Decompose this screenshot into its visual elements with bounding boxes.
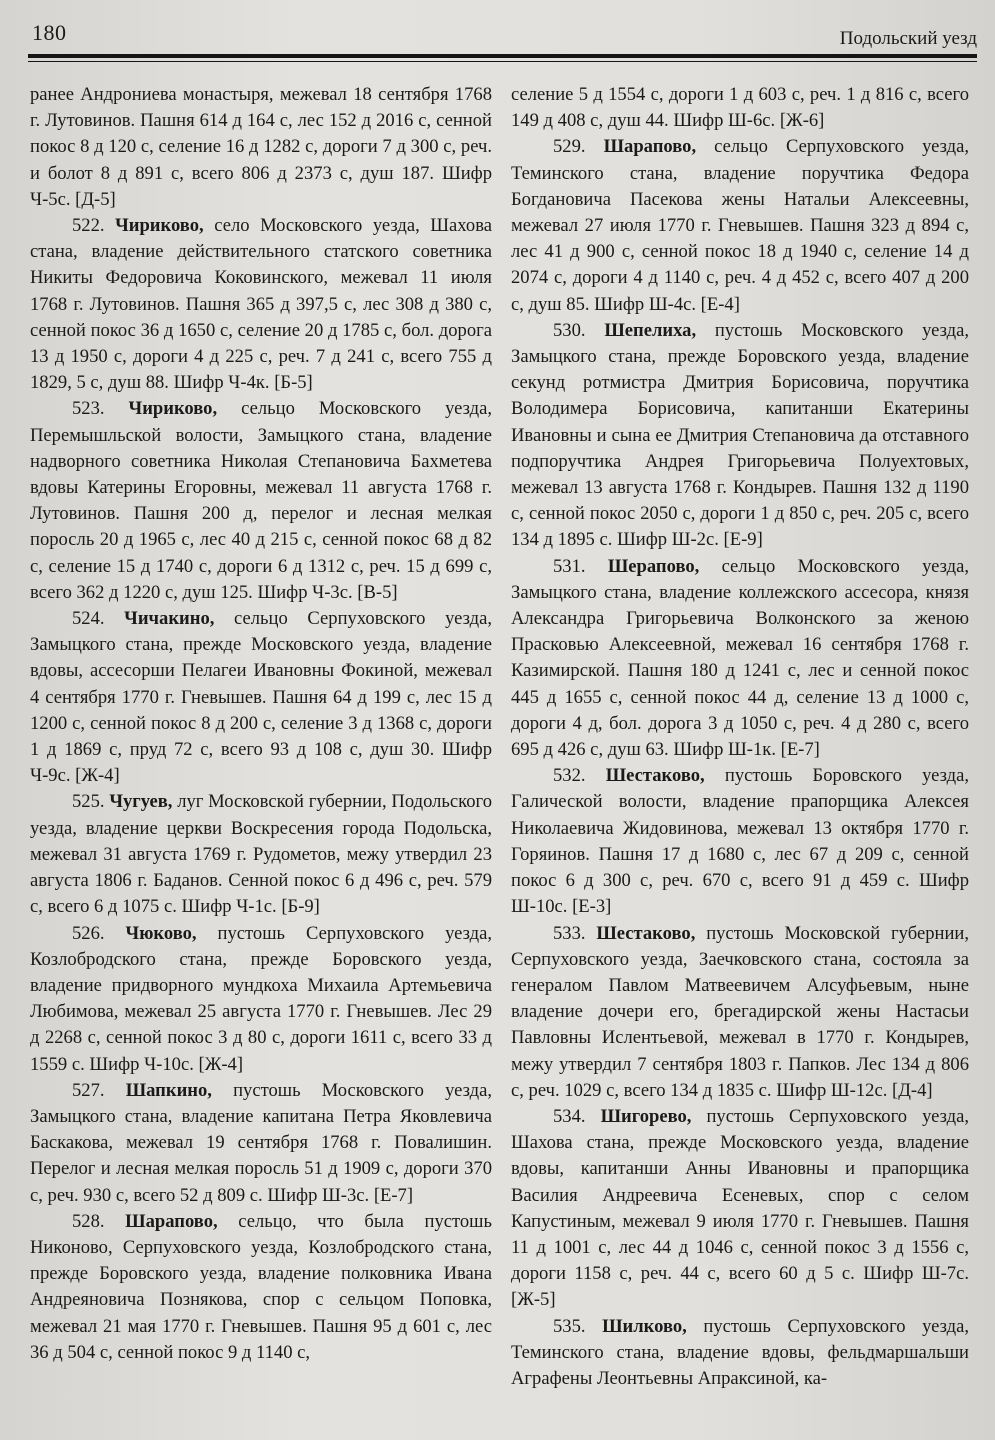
entry-text: ранее Андрониева монастыря, межевал 18 сентября 1768 г. Лутовинов. Пашня 614 д 164 с, лес 152 д 2016 с, сенной покос 8 д 120 с, селение 16 д 1282 с, дороги 7 д 300 с, реч. и болот 8 д 891 с, всего 806 д 2373 с, душ 187. Шифр Ч-5с. [Д-5] xyxy=(30,84,492,210)
entry-text: луг Московской губернии, Подольского уезда, владение церкви Воскресения города Подольска, межевал 31 августа 1769 г. Рудометов, межу утвердил 23 августа 1806 г. Баданов. Сенной покос 6 д 496 с, реч. 579 с, всего 6 д 1075 с. Шифр Ч-1с. [Б-9] xyxy=(30,791,492,918)
entry-paragraph xyxy=(511,921,969,1104)
entry-name: Чугуев, xyxy=(109,791,173,813)
page-header xyxy=(30,18,977,58)
entry-name: Шилково, xyxy=(602,1315,687,1337)
entry-name: Шестаково, xyxy=(596,922,696,944)
entry-number: 535. xyxy=(553,1315,586,1337)
entry-paragraph xyxy=(30,606,492,789)
entry-name: Чириково, xyxy=(115,215,204,237)
entry-number: 526. xyxy=(72,922,105,944)
entry-text: пустошь Серпуховского уезда, Теминского стана, владение вдовы, фельдмаршальши Аграфены Леонтьевны Апраксиной, ка- xyxy=(511,1315,969,1389)
entry-text: сельцо Серпуховского уезда, Замыцкого стана, прежде Московского уезда, владение вдовы, ассесорши Пелагеи Ивановны Фокиной, межевал 4 сентября 1770 г. Гневышев. Пашня 64 д 199 с, лес 15 д 1200 с, сенной покос 8 д 200 с, селение 3 д 1368 с, дороги 1 д 1869 с, пруд 72 с, всего 93 д 108 с, душ 30. Шифр Ч-9с. [Ж-4] xyxy=(30,608,492,787)
entry-name: Шерапово, xyxy=(607,555,700,577)
entry-number: 528. xyxy=(72,1210,105,1232)
entry-text: сельцо Серпуховского уезда, Теминского стана, владение поручтика Федора Богдановича Пасекова жены Натальи Алексеевны, межевал 27 июля 1770 г. Гневышев. Пашня 323 д 894 с, лес 41 д 900 с, сенной покос 18 д 1940 с, селение 14 д 2074 с, дороги 4 д 1140 с, реч. 4 д 452 с, всего 407 д 200 с, душ 85. Шифр Ш-4с. [Е-4] xyxy=(511,136,969,315)
entry-text: сельцо, что была пустошь Никоново, Серпуховского уезда, Козлобродского стана, прежде Боровского уезда, владение полковника Ивана Андреяновича Познякова, спор с сельцом Поповка, межевал 21 мая 1770 г. Гневышев. Пашня 95 д 601 с, лес 36 д 504 с, сенной покос 9 д 1140 с, xyxy=(30,1210,492,1363)
header-rule-thick xyxy=(28,54,977,58)
entry-number: 527. xyxy=(72,1079,105,1101)
right-column xyxy=(511,82,969,1392)
entry-name: Чириково, xyxy=(128,398,218,420)
entry-paragraph xyxy=(511,1314,969,1393)
entry-name: Шестаково, xyxy=(605,765,705,787)
entry-name: Шапкино, xyxy=(125,1079,212,1101)
entry-name: Шепелиха, xyxy=(604,319,697,341)
entry-paragraph xyxy=(511,318,969,554)
entry-number: 532. xyxy=(553,765,586,787)
entry-paragraph xyxy=(30,1078,492,1209)
entry-text: селение 5 д 1554 с, дороги 1 д 603 с, реч. 1 д 816 с, всего 149 д 408 с, душ 44. Шифр Ш-6с. [Ж-6] xyxy=(511,84,969,132)
entry-name: Шигорево, xyxy=(600,1105,692,1127)
entry-number: 530. xyxy=(553,319,586,341)
entry-text: село Московского уезда, Шахова стана, владение действительного статского советника Никиты Федоровича Коковинского, межевал 11 июля 1768 г. Лутовинов. Пашня 365 д 397,5 с, лес 308 д 380 с, сенной покос 36 д 1650 с, селение 20 д 1785 с, бол. дорога 13 д 1950 с, дороги 4 д 225 с, реч. 7 д 241 с, всего 755 д 1829, 5 с, душ 88. Шифр Ч-4к. [Б-5] xyxy=(30,215,492,394)
entry-number: 533. xyxy=(553,922,586,944)
left-column xyxy=(30,82,492,1366)
entry-number: 525. xyxy=(72,791,105,813)
entry-name: Чюково, xyxy=(125,922,197,944)
entry-number: 523. xyxy=(72,398,105,420)
entry-text: сельцо Московского уезда, Замыцкого стана, владение коллежского ассесора, князя Александра Григорьевича Волконского за женою Прасковью Алексеевной, межевал 16 сентября 1768 г. Казимирской. Пашня 180 д 1241 с, лес и сенной покос 445 д 1655 с, сенной покос 44 д, селение 13 д 1000 с, дороги 4 д, бол. дорога 3 д 1050 с, реч. 4 д 280 с, всего 695 д 426 с, душ 63. Шифр Ш-1к. [Е-7] xyxy=(511,555,969,761)
entry-paragraph xyxy=(511,134,969,317)
entry-paragraph xyxy=(511,763,969,920)
entry-paragraph xyxy=(30,1209,492,1366)
entry-number: 524. xyxy=(72,608,105,630)
entry-paragraph xyxy=(30,921,492,1078)
entry-number: 531. xyxy=(553,555,586,577)
entry-text: пустошь Московского уезда, Замыцкого стана, прежде Боровского уезда, владение секунд ротмистра Дмитрия Борисовича, поручтика Володимера Борисовича, капитанши Екатерины Ивановны и сына ее Дмитрия Степановича да отставного подпоручтика Андрея Григорьевича Полуехтовых, межевал 13 августа 1768 г. Кондырев. Пашня 132 д 1190 с, сенной покос 2050 с, дороги 1 д 850 с, реч. 205 с, всего 134 д 1895 с. Шифр Ш-2с. [Е-9] xyxy=(511,319,969,551)
entry-number: 534. xyxy=(553,1105,586,1127)
entry-name: Шарапово, xyxy=(603,136,697,158)
entry-paragraph xyxy=(30,213,492,396)
entry-text: пустошь Московской губернии, Серпуховского уезда, Заечковского стана, состояла за генералом Павлом Матвеевичем Алсуфьевым, ныне владение дочери его, брегадирской жены Настасьи Павловны Ислентьевой, межевал в 1770 г. Кондырев, межу утвердил 7 сентября 1803 г. Папков. Лес 134 д 806 с, реч. 1029 с, всего 134 д 1835 с. Шифр Ш-12с. [Д-4] xyxy=(511,922,969,1101)
page-number: 180 xyxy=(32,20,67,45)
continued-paragraph xyxy=(511,82,969,134)
entry-text: пустошь Московского уезда, Замыцкого стана, владение капитана Петра Яковлевича Баскакова, межевал 19 сентября 1768 г. Повалишин. Перелог и лесная мелкая поросль 51 д 1909 с, дороги 370 с, реч. 930 с, всего 52 д 809 с. Шифр Ш-3с. [Е-7] xyxy=(30,1079,492,1206)
running-head: Подольский уезд xyxy=(839,28,977,49)
entry-name: Чичакино, xyxy=(124,608,215,630)
entry-paragraph xyxy=(30,789,492,920)
entry-paragraph xyxy=(511,554,969,764)
header-rule-thin xyxy=(28,61,977,62)
entry-name: Шарапово, xyxy=(125,1210,218,1232)
entry-number: 522. xyxy=(72,215,105,237)
continued-paragraph xyxy=(30,82,492,213)
entry-text: пустошь Боровского уезда, Галической волости, владение прапорщика Алексея Николаевича Жидовинова, межевал 13 октября 1770 г. Горяинов. Пашня 17 д 1680 с, лес 67 д 209 с, сенной покос 6 д 300 с, реч. 670 с, всего 91 д 459 с. Шифр Ш-10с. [Е-3] xyxy=(511,765,969,918)
entry-text: сельцо Московского уезда, Перемышльской волости, Замыцкого стана, владение надворного советника Николая Степановича Бахметева вдовы Катерины Егоровны, межевал 11 августа 1768 г. Лутовинов. Пашня 200 д, перелог и лесная мелкая поросль 20 д 1965 с, лес 40 д 215 с, сенной покос 68 д 82 с, селение 15 д 1740 с, дороги 6 д 1312 с, реч. 15 д 699 с, всего 362 д 1220 с, душ 125. Шифр Ч-3с. [В-5] xyxy=(30,398,492,603)
entry-number: 529. xyxy=(553,136,586,158)
entry-text: пустошь Серпуховского уезда, Шахова стана, прежде Московского уезда, владение вдовы, капитанши Анны Ивановны и прапорщика Василия Андреевича Есеневых, спор с селом Капустиным, межевал 9 июля 1770 г. Гневышев. Пашня 11 д 1001 с, лес 44 д 1046 с, сенной покос 3 д 1556 с, дороги 1158 с, реч. 44 с, всего 60 д 5 с. Шифр Ш-7с. [Ж-5] xyxy=(511,1105,969,1311)
entry-paragraph xyxy=(30,396,492,606)
entry-text: пустошь Серпуховского уезда, Козлобродского стана, прежде Боровского уезда, владение придворного мундкоха Михаила Артемьевича Любимова, межевал 25 августа 1770 г. Гневышев. Лес 29 д 2268 с, сенной покос 3 д 80 с, дороги 1611 с, всего 33 д 1559 с. Шифр Ч-10с. [Ж-4] xyxy=(30,922,492,1075)
entry-paragraph xyxy=(511,1104,969,1314)
